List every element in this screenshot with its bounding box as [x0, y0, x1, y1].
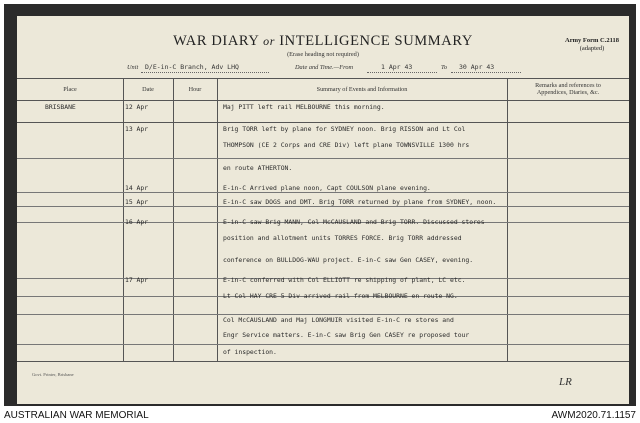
army-form-number — [565, 37, 619, 53]
row-rule — [17, 206, 629, 207]
summary-remarks-divider — [507, 78, 508, 361]
army-form-adapted: (adapted) — [579, 45, 605, 52]
row-rule — [17, 344, 629, 345]
form-subtitle: (Erase heading not required) — [287, 51, 359, 58]
header-place: Place — [63, 86, 77, 93]
hour-summary-divider — [217, 78, 218, 361]
date-from: 1 Apr 43 — [381, 63, 413, 71]
footer-accession-number: AWM2020.71.1157 — [551, 410, 636, 421]
entry-date: 17 Apr — [125, 276, 149, 284]
header-bottom-rule — [17, 100, 629, 101]
row-rule — [17, 314, 629, 315]
title-second: INTELLIGENCE SUMMARY — [279, 33, 473, 49]
date-to: 30 Apr 43 — [459, 63, 495, 71]
war-diary-form — [17, 16, 629, 404]
title-main: WAR DIARY — [173, 33, 259, 49]
entry-text: E-in-C Arrived plane noon, Capt COULSON plane evening. — [223, 184, 431, 192]
entry-place: BRISBANE — [45, 103, 76, 111]
document-frame — [4, 4, 636, 406]
date-label: Date and Time.—From — [295, 64, 354, 71]
unit-underline — [141, 72, 269, 73]
diary-table — [17, 78, 629, 362]
entry-text: of inspection. — [223, 348, 277, 356]
first-row-rule — [17, 122, 629, 123]
entry-text: position and allotment units TORRES FORCE. Brig TORR addressed — [223, 234, 462, 242]
entry-text: E-in-C conferred with Col ELLIOTT re shipping of plant, LC etc. — [223, 276, 466, 284]
entry-date: 14 Apr — [125, 184, 149, 192]
entry-date: 12 Apr — [125, 103, 149, 111]
title-or: or — [263, 34, 276, 48]
header-date: Date — [142, 86, 154, 93]
header-hour: Hour — [188, 86, 202, 93]
entry-date: 15 Apr — [125, 198, 149, 206]
entry-text: conference on BULLDOG-WAU project. E-in-C saw Gen CASEY, evening. — [223, 256, 474, 264]
header-remarks — [507, 82, 629, 96]
header-remarks-line1: Remarks and references to — [535, 82, 601, 89]
handwritten-initials: LR — [559, 376, 572, 388]
printer-imprint: Govt. Printer, Brisbane — [32, 372, 74, 377]
place-date-divider — [123, 78, 124, 361]
entry-date: 13 Apr — [125, 125, 149, 133]
table-bottom-rule — [17, 361, 629, 362]
entry-text: Maj PITT left rail MELBOURNE this morning. — [223, 103, 385, 111]
entry-text: en route ATHERTON. — [223, 164, 293, 172]
date-hour-divider — [173, 78, 174, 361]
header-remarks-line2: Appendices, Diaries, &c. — [536, 89, 600, 96]
entry-text: Engr Service matters. E-in-C saw Brig Gen CASEY re proposed tour — [223, 331, 470, 339]
entry-text: E-in-C saw Brig MANN, Col McCAUSLAND and Brig TORR. Discussed stores — [223, 218, 485, 226]
row-rule — [17, 158, 629, 159]
entry-text: Col McCAUSLAND and Maj LONGMUIR visited E-in-C re stores and — [223, 316, 454, 324]
form-title — [17, 33, 629, 50]
entry-text: THOMPSON (CE 2 Corps and CRE Div) left plane TOWNSVILLE 1300 hrs — [223, 141, 470, 149]
entry-date: 16 Apr — [125, 218, 149, 226]
header-summary: Summary of Events and Information — [316, 86, 408, 93]
date-to-underline — [451, 72, 521, 73]
unit-value: D/E-in-C Branch, Adv LHQ — [145, 63, 239, 71]
entry-text: Lt Col HAY CRE 5 Div arrived rail from MELBOURNE en route NG. — [223, 292, 458, 300]
table-top-rule — [17, 78, 629, 79]
entry-text: Brig TORR left by plane for SYDNEY noon. Brig RISSON and Lt Col — [223, 125, 466, 133]
entry-text: E-in-C saw DOGS and DMT. Brig TORR returned by plane from SYDNEY, noon. — [223, 198, 497, 206]
footer-institution: AUSTRALIAN WAR MEMORIAL — [4, 410, 149, 421]
to-label: To — [441, 64, 448, 71]
unit-label: Unit — [127, 64, 139, 71]
date-from-underline — [367, 72, 437, 73]
row-rule — [17, 192, 629, 193]
army-form-label: Army Form C.2118 — [565, 37, 619, 44]
